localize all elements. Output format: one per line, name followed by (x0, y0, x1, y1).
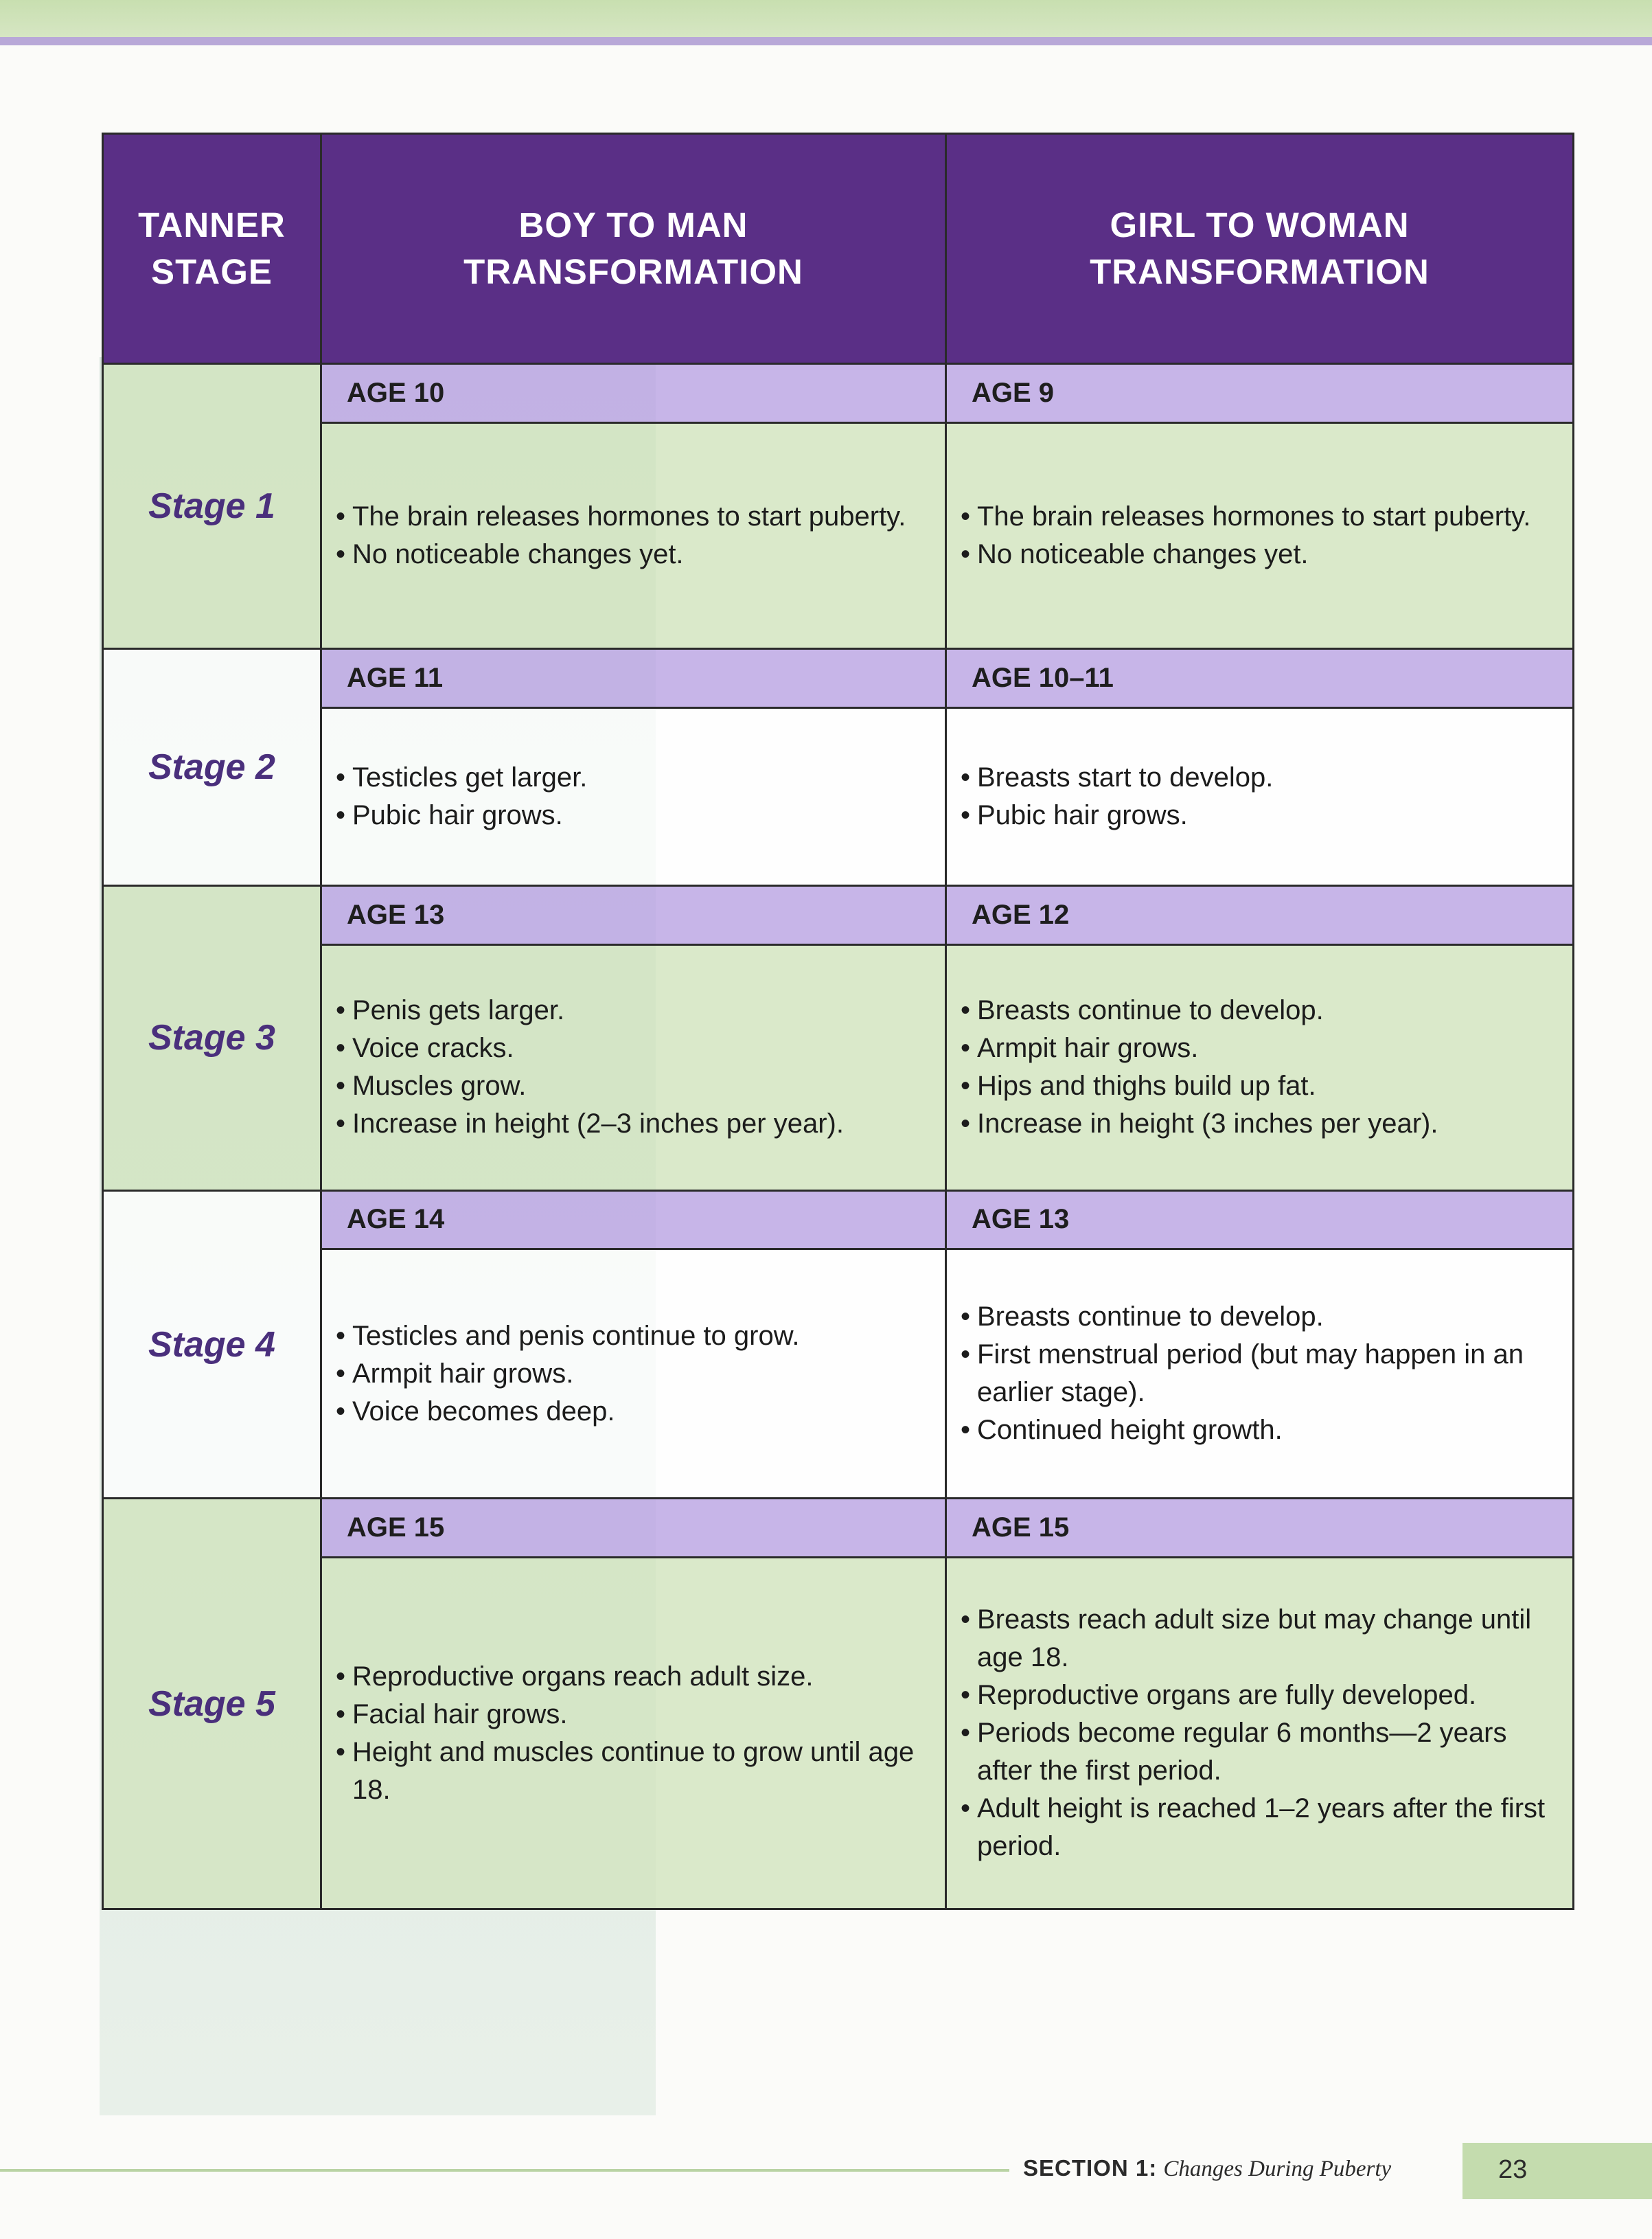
boy-age (321, 885, 946, 944)
list-item: • Breasts continue to develop. (961, 1298, 1563, 1336)
header-girl-to-woman (946, 134, 1574, 364)
list-item: • Hips and thighs build up fat. (961, 1067, 1563, 1105)
list-item: • Breasts continue to develop. (961, 992, 1563, 1030)
table-row (103, 885, 1574, 944)
header-boy-to-man (321, 134, 946, 364)
list-item: • Testicles and penis continue to grow. (336, 1317, 935, 1355)
stage-label: Stage 4 (103, 1190, 321, 1499)
boy-age (321, 1499, 946, 1558)
header-text: TANNER (138, 205, 286, 245)
footer-rule (0, 2169, 1009, 2172)
list-item: • Increase in height (3 inches per year). (961, 1105, 1563, 1143)
girl-age-text: AGE 10–11 (972, 663, 1114, 694)
list-item: • Continued height growth. (961, 1411, 1563, 1449)
boy-age-text: AGE 11 (347, 663, 444, 694)
list-item: • Reproductive organs are fully developed. (961, 1677, 1563, 1714)
list-item: • Testicles get larger. (336, 759, 935, 797)
section-title: Changes During Puberty (1163, 2157, 1392, 2181)
list-item: • First menstrual period (but may happen in an earlier stage). (961, 1336, 1563, 1411)
list-item: • Voice becomes deep. (336, 1393, 935, 1431)
boy-age (321, 364, 946, 423)
tanner-stage-table (102, 133, 1574, 1910)
list-item: • Breasts reach adult size but may change until age 18. (961, 1601, 1563, 1677)
table-row (103, 1499, 1574, 1558)
header-text: GIRL TO WOMAN (1110, 205, 1410, 245)
boy-age-text: AGE 15 (347, 1512, 445, 1543)
girl-age (946, 1190, 1574, 1249)
girl-age-text: AGE 13 (972, 1204, 1070, 1235)
header-text: TRANSFORMATION (1090, 252, 1430, 292)
girl-age (946, 885, 1574, 944)
girl-changes (946, 944, 1574, 1190)
girl-changes (946, 423, 1574, 649)
boy-age (321, 649, 946, 708)
table-row (103, 944, 1574, 1190)
girl-age (946, 1499, 1574, 1558)
boy-changes (321, 423, 946, 649)
table-row (103, 423, 1574, 649)
table-row (103, 707, 1574, 885)
boy-changes (321, 707, 946, 885)
boy-changes (321, 1558, 946, 1909)
list-item: • The brain releases hormones to start puberty. (336, 498, 935, 536)
stage-label: Stage 3 (103, 885, 321, 1190)
top-decorative-band (0, 0, 1652, 37)
list-item: • Reproductive organs reach adult size. (336, 1658, 935, 1696)
table-row (103, 364, 1574, 423)
list-item: • Pubic hair grows. (336, 797, 935, 834)
boy-age-text: AGE 14 (347, 1204, 445, 1235)
list-item: • Height and muscles continue to grow until age 18. (336, 1734, 935, 1809)
header-tanner-stage (103, 134, 321, 364)
list-item: • Increase in height (2–3 inches per year). (336, 1105, 935, 1143)
girl-age-text: AGE 12 (972, 899, 1070, 930)
list-item: • No noticeable changes yet. (336, 536, 935, 573)
stage-label: Stage 5 (103, 1499, 321, 1909)
list-item: • Breasts start to develop. (961, 759, 1563, 797)
list-item: • Facial hair grows. (336, 1696, 935, 1734)
footer-section-title (1023, 2155, 1391, 2182)
girl-changes (946, 1249, 1574, 1499)
top-accent-line (0, 37, 1652, 45)
boy-changes (321, 944, 946, 1190)
page-number: 23 (1498, 2155, 1528, 2184)
list-item: • Armpit hair grows. (961, 1030, 1563, 1067)
stage-label: Stage 2 (103, 649, 321, 886)
girl-changes (946, 707, 1574, 885)
stage-label: Stage 1 (103, 364, 321, 649)
list-item: • No noticeable changes yet. (961, 536, 1563, 573)
list-item: • Muscles grow. (336, 1067, 935, 1105)
list-item: • Periods become regular 6 months—2 years after the first period. (961, 1714, 1563, 1790)
table-row (103, 1558, 1574, 1909)
girl-age-text: AGE 9 (972, 378, 1055, 409)
girl-age-text: AGE 15 (972, 1512, 1070, 1543)
list-item: • Pubic hair grows. (961, 797, 1563, 834)
girl-age (946, 364, 1574, 423)
list-item: • Voice cracks. (336, 1030, 935, 1067)
girl-age (946, 649, 1574, 708)
boy-changes (321, 1249, 946, 1499)
table-header-row (103, 134, 1574, 364)
list-item: • Armpit hair grows. (336, 1355, 935, 1393)
boy-age-text: AGE 13 (347, 899, 445, 930)
boy-age-text: AGE 10 (347, 378, 445, 409)
list-item: • The brain releases hormones to start puberty. (961, 498, 1563, 536)
page-number-tab (1462, 2143, 1652, 2199)
table-row (103, 649, 1574, 708)
section-label: SECTION 1: (1023, 2155, 1158, 2181)
girl-changes (946, 1558, 1574, 1909)
list-item: • Penis gets larger. (336, 992, 935, 1030)
table-row (103, 1190, 1574, 1249)
list-item: • Adult height is reached 1–2 years after the first period. (961, 1790, 1563, 1865)
table-row (103, 1249, 1574, 1499)
header-text: STAGE (151, 252, 273, 292)
boy-age (321, 1190, 946, 1249)
header-text: BOY TO MAN (518, 205, 748, 245)
header-text: TRANSFORMATION (463, 252, 803, 292)
